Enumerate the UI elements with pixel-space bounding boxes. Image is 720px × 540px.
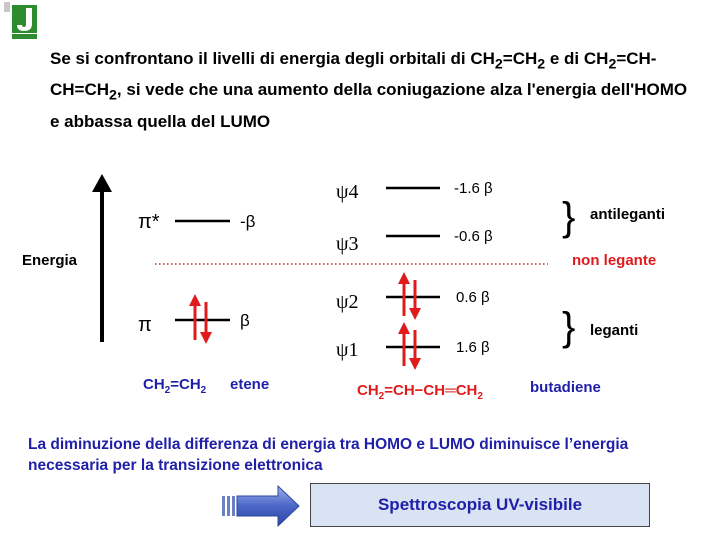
ethene-homo-value: β: [240, 311, 250, 330]
butadiene-formula: $CH_2=CH-CH═CH_2$: [357, 382, 483, 402]
intro-paragraph: Se si confrontano il livelli di energia degli orbitali di $CH_2=CH_2$ e di $CH_2=CH-CH=CH_2$, si vede che una aumento della coniugazione alza l'energia dell'HOMO e abbassa quella del LUMO: [50, 49, 688, 131]
bonding-brace: }: [562, 305, 576, 349]
ethene-lumo-value: -β: [240, 212, 256, 231]
conclusion-text: La diminuzione della differenza di energia tra HOMO e LUMO diminuisce l’energia necessaria per la transizione elettronica: [28, 436, 629, 474]
energy-level-diagram: [0, 160, 720, 410]
psi2-label: ψ2: [336, 291, 359, 313]
pi-label: π: [138, 314, 152, 336]
psi1-value: 1.6 β: [456, 339, 490, 356]
psi2-value: 0.6 β: [456, 289, 490, 306]
nonbonding-label: non legante: [572, 252, 657, 269]
psi3-label: ψ3: [336, 233, 359, 255]
butadiene-name: butadiene: [530, 379, 601, 396]
pi-star-label: π*: [138, 211, 160, 233]
university-logo: [4, 2, 38, 40]
psi3-value: -0.6 β: [454, 228, 493, 245]
psi4-label: ψ4: [336, 181, 359, 203]
spectroscopy-label: Spettroscopia UV-visibile: [377, 495, 583, 514]
right-arrow-icon: [222, 484, 300, 528]
energy-axis-head: [92, 174, 112, 192]
psi1-label: ψ1: [336, 339, 359, 361]
energy-label: Energia: [22, 252, 78, 269]
antibonding-brace: }: [562, 195, 576, 239]
ethene-name: etene: [230, 376, 270, 393]
spectroscopy-box: [310, 483, 650, 527]
ethene-formula: $CH_2=CH_2$: [143, 376, 207, 396]
antibonding-label: antileganti: [590, 206, 666, 223]
psi4-value: -1.6 β: [454, 180, 493, 197]
bonding-label: leganti: [590, 322, 639, 339]
